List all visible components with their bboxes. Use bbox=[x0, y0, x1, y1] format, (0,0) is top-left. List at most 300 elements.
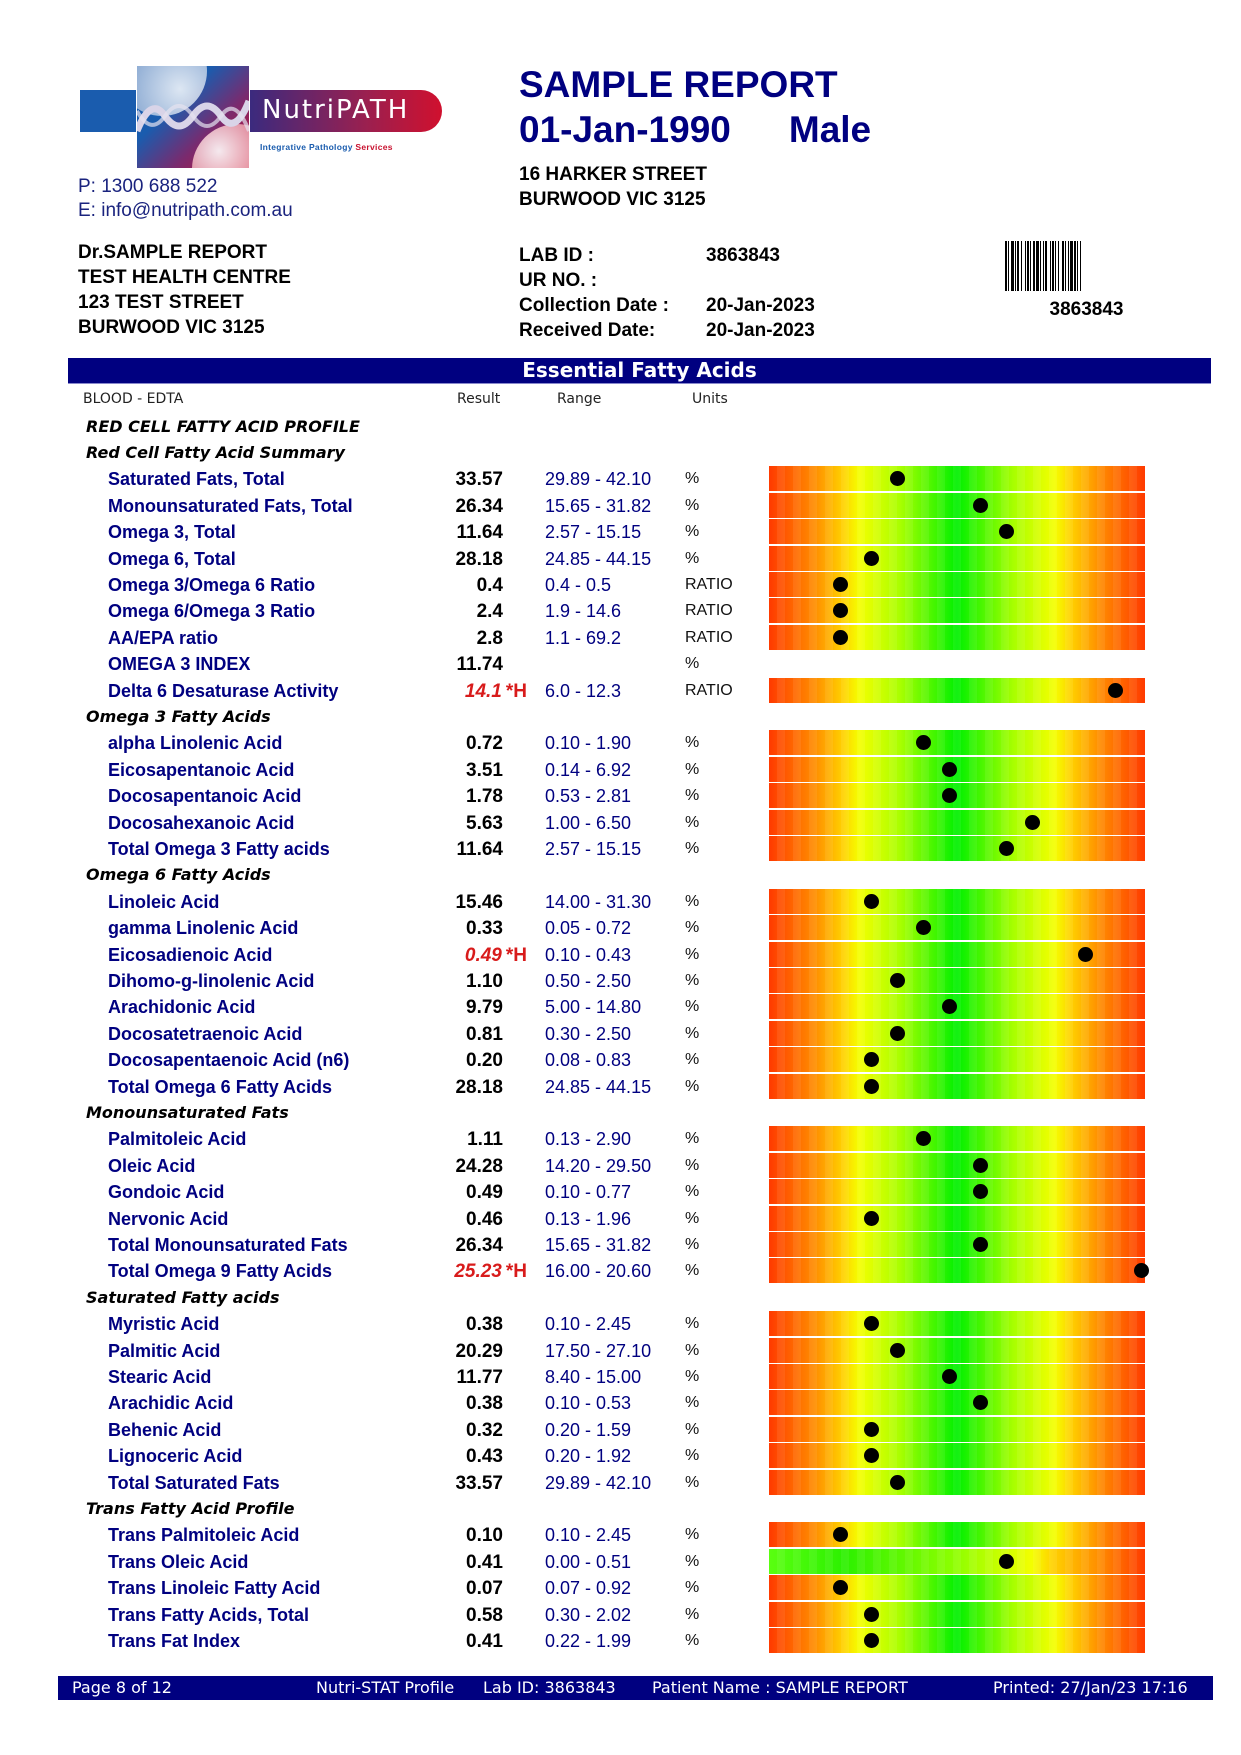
reference-range: 17.50 - 27.10 bbox=[545, 1340, 652, 1361]
range-gauge bbox=[769, 1628, 1145, 1653]
result-row bbox=[0, 889, 1241, 915]
result-number: 11.64 bbox=[456, 839, 503, 860]
unit: % bbox=[685, 919, 700, 937]
reference-range: 0.10 - 2.45 bbox=[545, 1314, 632, 1335]
range-gauge bbox=[769, 1338, 1145, 1363]
result-marker bbox=[1134, 1263, 1149, 1278]
patient-header bbox=[519, 62, 871, 152]
unit: RATIO bbox=[685, 628, 733, 646]
barcode-icon bbox=[1005, 241, 1168, 291]
dna-helix-icon bbox=[137, 91, 249, 141]
unit: % bbox=[685, 549, 700, 567]
result-marker bbox=[890, 1026, 905, 1041]
result-marker bbox=[973, 1158, 988, 1173]
unit: % bbox=[685, 1632, 700, 1649]
logo-tagline: Integrative Pathology Services bbox=[260, 142, 393, 152]
analyte-name: Lignoceric Acid bbox=[108, 1446, 243, 1467]
result-row bbox=[0, 1417, 1241, 1443]
collection-date-label: Collection Date : bbox=[519, 295, 669, 316]
unit: % bbox=[685, 972, 700, 989]
unit: % bbox=[685, 1552, 700, 1570]
analyte-name: Monounsaturated Fats, Total bbox=[108, 495, 353, 516]
result-marker bbox=[864, 1052, 879, 1067]
range-gauge bbox=[769, 1522, 1145, 1547]
result-value bbox=[380, 1074, 503, 1102]
unit: % bbox=[685, 813, 700, 831]
result-row bbox=[0, 1258, 1241, 1284]
group-title: Red Cell Fatty Acid Summary bbox=[86, 443, 345, 462]
result-row bbox=[0, 810, 1241, 836]
result-number: 0.49 bbox=[464, 944, 502, 966]
result-number: 0.72 bbox=[466, 733, 503, 755]
reference-range: 29.89 - 42.10 bbox=[545, 1472, 652, 1493]
reference-range: 29.89 - 42.10 bbox=[545, 469, 652, 490]
reference-range: 0.53 - 2.81 bbox=[545, 786, 632, 807]
doctor-street: 123 TEST STREET bbox=[78, 292, 244, 313]
reference-range: 0.50 - 2.50 bbox=[545, 971, 632, 991]
result-number: 26.34 bbox=[455, 1235, 503, 1256]
result-number: 9.79 bbox=[466, 997, 503, 1019]
unit: % bbox=[685, 734, 700, 752]
result-marker bbox=[999, 1554, 1014, 1569]
result-marker bbox=[864, 551, 879, 566]
unit: % bbox=[685, 1024, 700, 1042]
unit: RATIO bbox=[685, 681, 733, 699]
unit: % bbox=[685, 787, 700, 805]
footer-lab-id: Lab ID: 3863843 bbox=[483, 1678, 616, 1697]
reference-range: 0.20 - 1.92 bbox=[545, 1446, 632, 1467]
unit: % bbox=[685, 496, 700, 514]
result-row bbox=[0, 968, 1241, 994]
result-row bbox=[0, 757, 1241, 783]
result-marker bbox=[890, 1343, 905, 1358]
range-gauge bbox=[769, 1074, 1145, 1099]
result-value bbox=[380, 598, 503, 626]
result-marker bbox=[973, 1184, 988, 1199]
result-number: 20.29 bbox=[455, 1340, 503, 1362]
analyte-name: Stearic Acid bbox=[108, 1367, 212, 1387]
result-value bbox=[380, 1443, 503, 1471]
range-gauge bbox=[769, 1021, 1145, 1046]
analyte-name: Myristic Acid bbox=[108, 1314, 220, 1335]
result-row bbox=[0, 915, 1241, 941]
reference-range: 0.10 - 0.77 bbox=[545, 1182, 632, 1203]
lab-id-value: 3863843 bbox=[706, 245, 780, 266]
result-number: 33.57 bbox=[455, 469, 503, 491]
unit: % bbox=[685, 1236, 700, 1253]
range-gauge bbox=[769, 519, 1145, 544]
result-number: 2.4 bbox=[476, 601, 503, 623]
analyte-name: Omega 6/Omega 3 Ratio bbox=[108, 601, 316, 622]
unit: % bbox=[685, 1209, 700, 1227]
range-gauge bbox=[769, 1047, 1145, 1072]
result-value bbox=[380, 915, 503, 943]
result-number: 26.34 bbox=[455, 495, 503, 517]
result-row bbox=[0, 1126, 1241, 1152]
analyte-name: Trans Palmitoleic Acid bbox=[108, 1525, 300, 1546]
result-row bbox=[0, 1311, 1241, 1337]
result-value bbox=[380, 1364, 503, 1392]
high-flag: *H bbox=[505, 944, 527, 966]
reference-range: 0.13 - 1.96 bbox=[545, 1208, 632, 1229]
analyte-name: Total Omega 6 Fatty Acids bbox=[108, 1076, 333, 1097]
high-flag: *H bbox=[505, 680, 527, 702]
unit: RATIO bbox=[685, 602, 733, 620]
result-number: 0.46 bbox=[466, 1208, 503, 1230]
analyte-name: gamma Linolenic Acid bbox=[108, 918, 299, 939]
result-value bbox=[380, 730, 503, 758]
result-row bbox=[0, 1074, 1241, 1100]
unit: % bbox=[685, 1156, 700, 1174]
reference-range: 2.57 - 15.15 bbox=[545, 522, 642, 543]
range-gauge bbox=[769, 572, 1145, 597]
unit: % bbox=[685, 998, 700, 1016]
patient-sex: Male bbox=[788, 109, 872, 150]
result-value bbox=[380, 1602, 503, 1630]
range-gauge bbox=[769, 598, 1145, 623]
result-value bbox=[380, 757, 503, 785]
range-gauge bbox=[769, 915, 1145, 940]
reference-range: 1.00 - 6.50 bbox=[545, 812, 632, 833]
unit: % bbox=[685, 840, 700, 857]
range-gauge bbox=[769, 1443, 1145, 1468]
range-gauge bbox=[769, 1390, 1145, 1415]
range-gauge bbox=[769, 678, 1145, 703]
result-number: 14.1 bbox=[464, 680, 502, 702]
doctor-suburb: BURWOOD VIC 3125 bbox=[78, 317, 265, 338]
result-marker bbox=[1025, 815, 1040, 830]
result-value bbox=[380, 1549, 503, 1577]
result-number: 0.4 bbox=[476, 575, 503, 596]
reference-range: 15.65 - 31.82 bbox=[545, 1235, 652, 1255]
result-value bbox=[380, 1338, 503, 1366]
result-value bbox=[380, 889, 503, 917]
unit: % bbox=[685, 470, 700, 488]
range-gauge bbox=[769, 1417, 1145, 1442]
range-gauge bbox=[769, 1575, 1145, 1600]
result-number: 33.57 bbox=[455, 1472, 503, 1494]
group-title: Trans Fatty Acid Profile bbox=[86, 1499, 295, 1518]
unit: % bbox=[685, 945, 700, 963]
group-title: Omega 3 Fatty Acids bbox=[86, 707, 271, 726]
result-marker bbox=[864, 1607, 879, 1622]
result-row bbox=[0, 730, 1241, 756]
reference-range: 1.1 - 69.2 bbox=[545, 627, 622, 648]
unit: % bbox=[685, 1394, 700, 1412]
result-marker bbox=[864, 1211, 879, 1226]
result-value bbox=[380, 942, 527, 970]
reference-range: 0.30 - 2.50 bbox=[545, 1023, 632, 1044]
range-gauge bbox=[769, 994, 1145, 1019]
nutripath-logo bbox=[80, 66, 450, 170]
range-gauge bbox=[769, 783, 1145, 808]
result-value bbox=[380, 466, 503, 494]
received-date-value: 20-Jan-2023 bbox=[706, 320, 815, 341]
patient-address bbox=[519, 162, 707, 212]
result-value bbox=[380, 1258, 527, 1286]
result-row bbox=[0, 1047, 1241, 1073]
result-row bbox=[0, 994, 1241, 1020]
analyte-name: OMEGA 3 INDEX bbox=[108, 654, 251, 675]
result-value bbox=[380, 1390, 503, 1418]
result-value bbox=[380, 1417, 503, 1445]
result-value bbox=[380, 1628, 503, 1656]
analyte-name: Gondoic Acid bbox=[108, 1182, 225, 1203]
analyte-name: Docosapentanoic Acid bbox=[108, 786, 302, 807]
result-marker bbox=[890, 1475, 905, 1490]
reference-range: 0.20 - 1.59 bbox=[545, 1419, 632, 1440]
result-number: 11.74 bbox=[456, 654, 503, 676]
reference-range: 0.05 - 0.72 bbox=[545, 918, 632, 939]
range-gauge bbox=[769, 889, 1145, 914]
lab-id-label: LAB ID : bbox=[519, 245, 594, 266]
result-row bbox=[0, 942, 1241, 968]
result-value bbox=[380, 1153, 503, 1181]
range-gauge bbox=[769, 1179, 1145, 1204]
result-marker bbox=[999, 524, 1014, 539]
range-gauge bbox=[769, 1206, 1145, 1231]
result-number: 5.63 bbox=[466, 812, 503, 834]
analyte-name: Oleic Acid bbox=[108, 1155, 196, 1176]
result-number: 25.23 bbox=[454, 1261, 502, 1283]
result-marker bbox=[864, 894, 879, 909]
unit: % bbox=[685, 1315, 700, 1333]
range-gauge bbox=[769, 836, 1145, 861]
result-number: 0.10 bbox=[466, 1525, 503, 1547]
result-marker bbox=[1078, 947, 1093, 962]
result-row bbox=[0, 598, 1241, 624]
reference-range: 24.85 - 44.15 bbox=[545, 1076, 652, 1097]
unit: % bbox=[685, 523, 700, 541]
range-gauge bbox=[769, 1549, 1145, 1574]
result-value bbox=[380, 678, 527, 706]
unit: % bbox=[685, 1077, 700, 1095]
analyte-name: AA/EPA ratio bbox=[108, 627, 219, 648]
result-value bbox=[380, 810, 503, 838]
page-footer bbox=[58, 1676, 1213, 1700]
analyte-name: Trans Oleic Acid bbox=[108, 1551, 249, 1572]
range-column-header: Range bbox=[557, 391, 602, 407]
result-marker bbox=[864, 1633, 879, 1648]
reference-range: 0.10 - 0.43 bbox=[545, 944, 632, 965]
patient-suburb: BURWOOD VIC 3125 bbox=[519, 189, 706, 210]
reference-range: 0.10 - 0.53 bbox=[545, 1393, 632, 1414]
result-value bbox=[380, 651, 503, 679]
result-value bbox=[380, 968, 503, 996]
result-value bbox=[380, 546, 503, 574]
result-marker bbox=[973, 1395, 988, 1410]
result-number: 28.18 bbox=[455, 548, 503, 570]
result-column-header: Result bbox=[457, 391, 501, 407]
range-gauge bbox=[769, 466, 1145, 491]
analyte-name: Behenic Acid bbox=[108, 1419, 222, 1440]
result-row bbox=[0, 1390, 1241, 1416]
result-number: 0.58 bbox=[466, 1604, 503, 1626]
analyte-name: Omega 6, Total bbox=[108, 548, 236, 569]
unit: % bbox=[685, 1526, 700, 1544]
patient-street: 16 HARKER STREET bbox=[519, 164, 707, 185]
result-number: 11.64 bbox=[456, 522, 503, 544]
reference-range: 5.00 - 14.80 bbox=[545, 997, 642, 1018]
analyte-name: Delta 6 Desaturase Activity bbox=[108, 680, 339, 701]
result-number: 0.33 bbox=[466, 918, 503, 940]
analyte-name: Total Omega 3 Fatty acids bbox=[108, 839, 330, 859]
unit: % bbox=[685, 1420, 700, 1438]
result-marker bbox=[1108, 683, 1123, 698]
unit: % bbox=[685, 760, 700, 778]
result-row bbox=[0, 1549, 1241, 1575]
reference-range: 0.10 - 2.45 bbox=[545, 1525, 632, 1546]
doctor-clinic: TEST HEALTH CENTRE bbox=[78, 267, 291, 288]
result-row bbox=[0, 493, 1241, 519]
result-number: 0.41 bbox=[466, 1631, 503, 1652]
result-number: 0.49 bbox=[466, 1182, 503, 1204]
reference-range: 16.00 - 20.60 bbox=[545, 1261, 652, 1282]
analyte-name: Trans Fatty Acids, Total bbox=[108, 1604, 310, 1625]
result-value bbox=[380, 1575, 503, 1603]
specimen-label: BLOOD - EDTA bbox=[83, 391, 184, 407]
analyte-name: Trans Linoleic Fatty Acid bbox=[108, 1578, 321, 1599]
result-number: 1.78 bbox=[466, 786, 503, 808]
unit: % bbox=[685, 1368, 700, 1385]
result-row bbox=[0, 651, 1241, 677]
doctor-name: Dr.SAMPLE REPORT bbox=[78, 242, 267, 263]
result-row bbox=[0, 836, 1241, 862]
reference-range: 2.57 - 15.15 bbox=[545, 839, 642, 859]
result-marker bbox=[864, 1448, 879, 1463]
result-marker bbox=[864, 1422, 879, 1437]
result-marker bbox=[973, 498, 988, 513]
range-gauge bbox=[769, 546, 1145, 571]
reference-range: 14.20 - 29.50 bbox=[545, 1155, 652, 1176]
reference-range: 0.08 - 0.83 bbox=[545, 1050, 632, 1071]
analyte-name: Eicosapentanoic Acid bbox=[108, 759, 295, 780]
received-date-label: Received Date: bbox=[519, 320, 656, 341]
result-value bbox=[380, 1522, 503, 1550]
group-title: Saturated Fatty acids bbox=[86, 1287, 280, 1307]
result-row bbox=[0, 466, 1241, 492]
analyte-name: Nervonic Acid bbox=[108, 1208, 229, 1229]
range-gauge bbox=[769, 1364, 1145, 1389]
analyte-name: alpha Linolenic Acid bbox=[108, 733, 283, 754]
range-gauge bbox=[769, 942, 1145, 967]
range-gauge bbox=[769, 968, 1145, 993]
result-number: 0.07 bbox=[466, 1578, 503, 1600]
result-row bbox=[0, 1232, 1241, 1258]
result-row bbox=[0, 625, 1241, 651]
result-row bbox=[0, 1364, 1241, 1390]
group-title: Monounsaturated Fats bbox=[86, 1103, 289, 1122]
result-marker bbox=[999, 841, 1014, 856]
result-number: 2.8 bbox=[476, 627, 503, 649]
reference-range: 24.85 - 44.15 bbox=[545, 548, 652, 569]
unit: % bbox=[685, 892, 700, 910]
result-value bbox=[380, 493, 503, 521]
range-gauge bbox=[769, 1153, 1145, 1178]
reference-range: 0.00 - 0.51 bbox=[545, 1551, 632, 1572]
logo-wordmark: NutriPATH bbox=[250, 90, 442, 132]
reference-range: 0.30 - 2.02 bbox=[545, 1604, 632, 1625]
result-row bbox=[0, 1179, 1241, 1205]
result-value bbox=[380, 1047, 503, 1075]
result-number: 3.51 bbox=[466, 759, 503, 781]
range-gauge bbox=[769, 1470, 1145, 1495]
footer-page-number: Page 8 of 12 bbox=[72, 1678, 172, 1697]
reference-range: 0.13 - 2.90 bbox=[545, 1129, 632, 1150]
result-marker bbox=[864, 1316, 879, 1331]
analyte-name: Arachidonic Acid bbox=[108, 997, 256, 1018]
analyte-name: Omega 3/Omega 6 Ratio bbox=[108, 575, 316, 595]
lab-phone: P: 1300 688 522 bbox=[78, 176, 218, 197]
range-gauge bbox=[769, 1126, 1145, 1151]
result-row bbox=[0, 1628, 1241, 1654]
analyte-name: Eicosadienoic Acid bbox=[108, 944, 273, 965]
result-row bbox=[0, 1153, 1241, 1179]
result-number: 1.10 bbox=[466, 971, 503, 992]
result-marker bbox=[864, 1079, 879, 1094]
patient-dob: 01-Jan-1990 bbox=[519, 109, 731, 150]
range-gauge bbox=[769, 1602, 1145, 1627]
group-title: Omega 6 Fatty Acids bbox=[86, 865, 271, 885]
reference-range: 0.4 - 0.5 bbox=[545, 575, 612, 595]
result-value bbox=[380, 1232, 503, 1260]
result-row bbox=[0, 1338, 1241, 1364]
reference-range: 0.14 - 6.92 bbox=[545, 759, 632, 780]
unit: % bbox=[685, 1183, 700, 1201]
range-gauge bbox=[769, 810, 1145, 835]
analyte-name: Saturated Fats, Total bbox=[108, 469, 285, 490]
unit: % bbox=[685, 1341, 700, 1359]
analyte-name: Docosatetraenoic Acid bbox=[108, 1023, 303, 1044]
range-gauge bbox=[769, 1232, 1145, 1257]
result-number: 0.38 bbox=[466, 1393, 503, 1415]
analyte-name: Omega 3, Total bbox=[108, 522, 236, 543]
result-value bbox=[380, 783, 503, 811]
footer-profile: Nutri-STAT Profile bbox=[316, 1678, 455, 1697]
range-gauge bbox=[769, 730, 1145, 755]
unit: % bbox=[685, 655, 700, 673]
profile-title: RED CELL FATTY ACID PROFILE bbox=[86, 417, 360, 436]
result-value bbox=[380, 1021, 503, 1049]
result-value bbox=[380, 1206, 503, 1234]
result-row bbox=[0, 783, 1241, 809]
unit: % bbox=[685, 1051, 700, 1069]
result-number: 0.41 bbox=[466, 1551, 503, 1573]
reference-range: 0.07 - 0.92 bbox=[545, 1578, 632, 1599]
section-title: Essential Fatty Acids bbox=[68, 358, 1211, 384]
result-marker bbox=[890, 973, 905, 988]
unit: % bbox=[685, 1473, 700, 1491]
result-value bbox=[380, 1470, 503, 1498]
result-row bbox=[0, 1522, 1241, 1548]
footer-printed: Printed: 27/Jan/23 17:16 bbox=[993, 1678, 1188, 1697]
units-column-header: Units bbox=[692, 391, 728, 407]
result-row bbox=[0, 1575, 1241, 1601]
range-gauge bbox=[769, 757, 1145, 782]
doctor-block bbox=[78, 240, 291, 340]
reference-range: 1.9 - 14.6 bbox=[545, 601, 622, 622]
analyte-name: Total Saturated Fats bbox=[108, 1472, 280, 1493]
collection-date-value: 20-Jan-2023 bbox=[706, 295, 815, 316]
lab-email[interactable]: E: info@nutripath.com.au bbox=[78, 200, 293, 221]
unit: % bbox=[685, 1447, 700, 1465]
result-value bbox=[380, 836, 503, 864]
unit: % bbox=[685, 1605, 700, 1623]
result-value bbox=[380, 519, 503, 547]
result-row bbox=[0, 572, 1241, 598]
result-value bbox=[380, 1126, 503, 1154]
result-row bbox=[0, 1206, 1241, 1232]
